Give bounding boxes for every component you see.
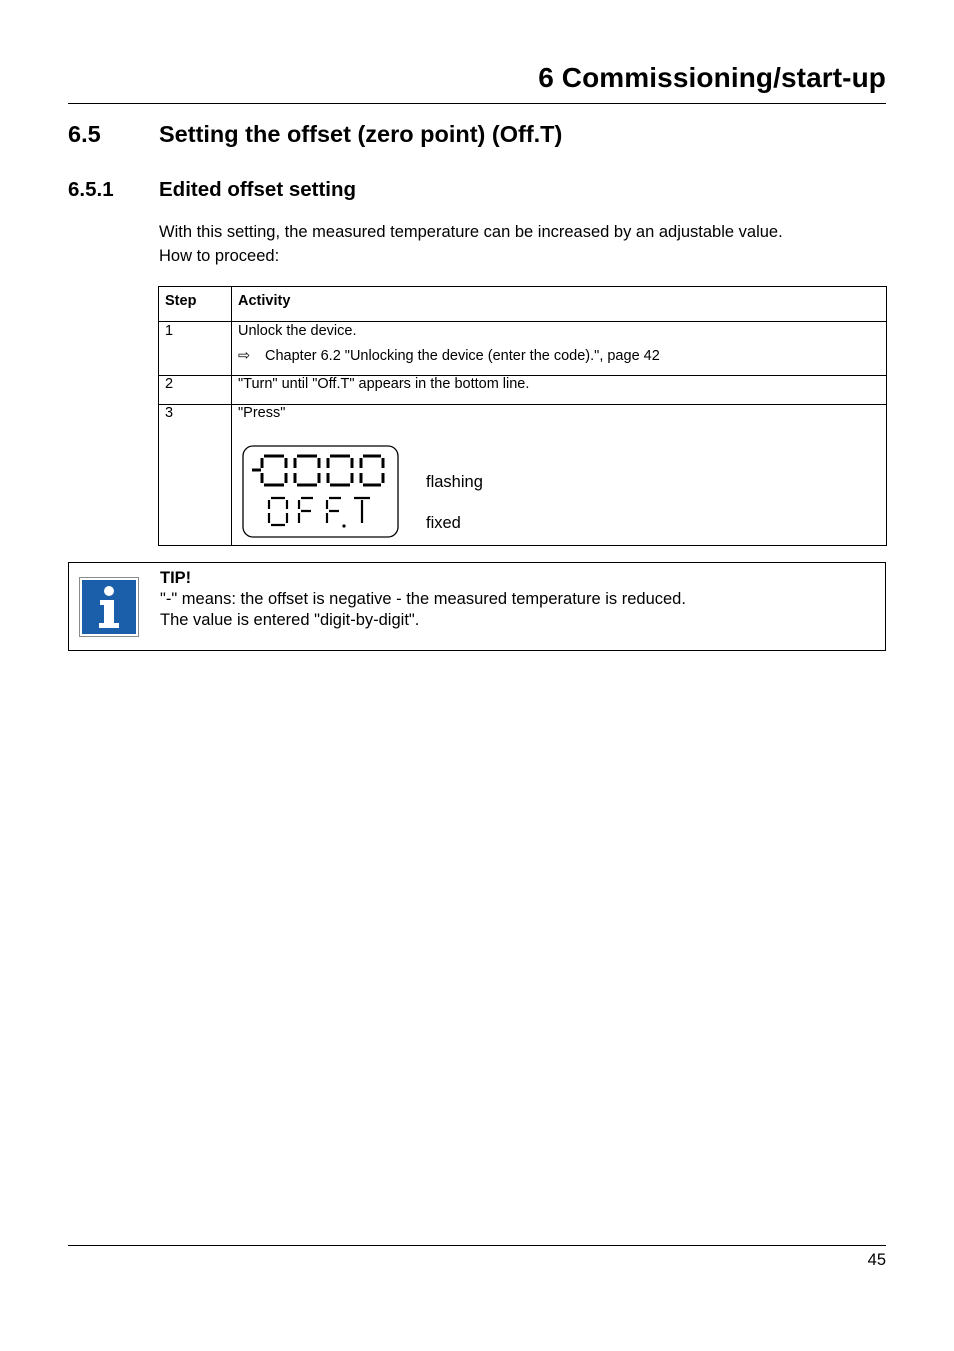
section-title: Setting the offset (zero point) (Off.T)	[159, 121, 563, 147]
step-number: 2	[159, 376, 232, 405]
subsection-title: Edited offset setting	[159, 178, 357, 201]
activity-text: "Turn" until "Off.T" appears in the bottom line.	[232, 376, 887, 405]
display-bottom-label: fixed	[426, 514, 461, 532]
steps-table	[158, 286, 887, 546]
cross-reference-text[interactable]: Chapter 6.2 "Unlocking the device (enter the code).", page 42	[265, 348, 660, 364]
section-number: 6.5	[68, 121, 101, 147]
arrow-right-icon: ⇨	[238, 348, 251, 364]
step-activity	[232, 405, 887, 546]
cross-reference[interactable]	[238, 347, 880, 365]
intro-line-2: How to proceed:	[159, 247, 280, 265]
subsection-heading	[68, 178, 356, 202]
lcd-display-icon	[242, 445, 400, 539]
tip-line-2: The value is entered "digit-by-digit".	[160, 611, 420, 629]
intro-text	[159, 220, 783, 268]
activity-text: Unlock the device.	[238, 323, 357, 339]
table-row	[159, 405, 887, 546]
chapter-title: 6 Commissioning/start-up	[538, 62, 886, 93]
step-number: 1	[159, 322, 232, 376]
tip-box	[68, 562, 886, 651]
info-icon	[79, 577, 139, 637]
tip-text	[160, 568, 686, 631]
step-activity	[232, 322, 887, 376]
page-number: 45	[867, 1251, 886, 1269]
header-activity: Activity	[232, 287, 887, 322]
step-number: 3	[159, 405, 232, 546]
tip-line-1: "-" means: the offset is negative - the measured temperature is reduced.	[160, 590, 686, 608]
section-heading	[68, 121, 562, 148]
display-illustration	[238, 421, 880, 539]
table-row	[159, 376, 887, 405]
table-header-row	[159, 287, 887, 322]
activity-text: "Press"	[238, 405, 286, 421]
intro-line-1: With this setting, the measured temperature can be increased by an adjustable value.	[159, 223, 783, 241]
tip-heading: TIP!	[160, 569, 192, 587]
subsection-number: 6.5.1	[68, 178, 114, 201]
table-row	[159, 322, 887, 376]
header-step: Step	[159, 287, 232, 322]
header-rule	[68, 103, 886, 104]
display-top-label: flashing	[426, 473, 483, 491]
footer-rule	[68, 1245, 886, 1246]
